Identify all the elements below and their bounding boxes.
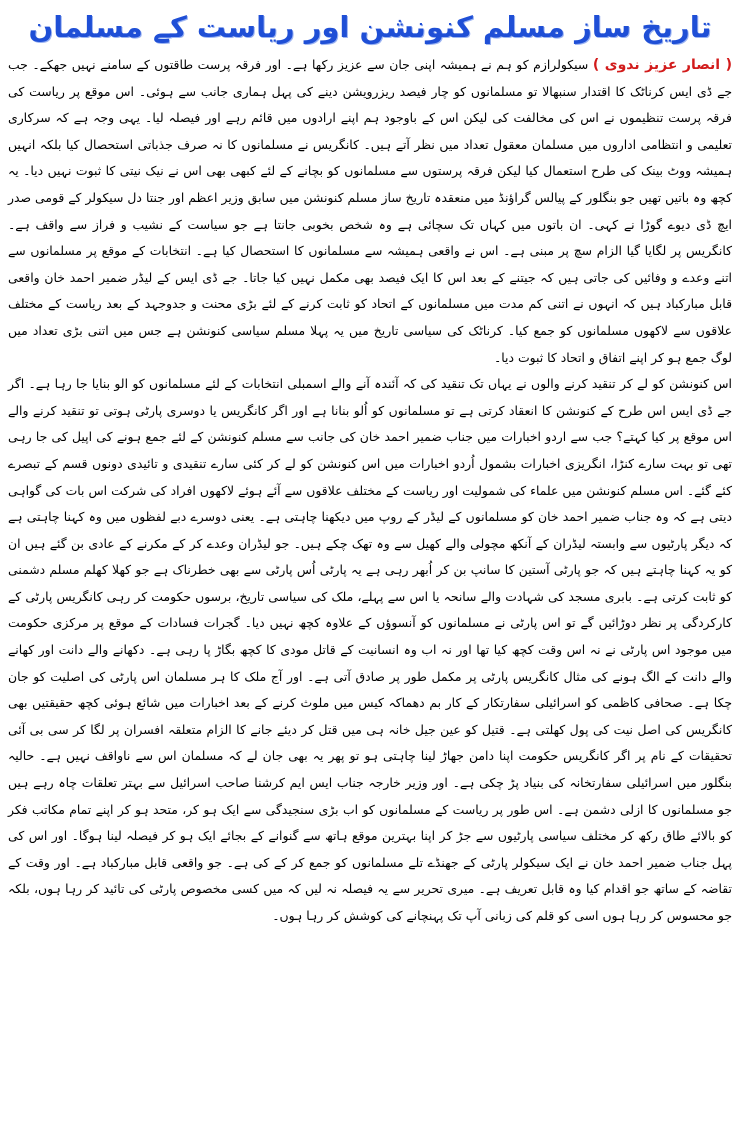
- author-name: ( انصار عزیز ندوی ): [592, 57, 732, 73]
- article-main-paragraph: اس کنونشن کو لے کر تنقید کرنے والوں نے یہاں تک تنقید کی کہ آئندہ آنے والے اسمبلی انتخابات کے لئے مسلمانوں کو الو بنایا جا رہا ہے۔ اگر جے ڈی ایس اس طرح کے کنونشن کا انعقاد کرتی ہے تو مسلمانوں کو اُلو بنانا ہے اور اگر کانگریس یا دوسری پارٹی ہوتی تو تنقید کرنے والے اس موقع پر کیا کہتے؟ جب سے اردو اخبارات میں جناب ضمیر احمد خان کی جانب سے مسلم کنونشن کے لئے جمع ہونے کی اپیل کی جا رہی تھی تو بہت سارے کنڑا، انگریزی اخبارات بشمول اُردو اخبارات میں اس کنونشن کو لے کر کئی سارے تنقیدی و تائیدی دونوں قسم کے تبصرے کئے گئے۔ اس مسلم کنونشن میں علماء کی شمولیت اور ریاست کے مختلف علاقوں سے آئے ہوئے لاکھوں افراد کی شرکت اس بات کی گواہی دیتی ہے کہ وہ جناب ضمیر احمد خان کو مسلمانوں کے لیڈر کے روپ میں دیکھنا چاہتی ہے۔ یعنی دوسرے دبے لفظوں میں وہ کہنا چاہتی ہے کہ دیگر پارٹیوں سے وابستہ لیڈران کے آنکھ مچولی والے کھیل سے وہ تھک چکے ہیں۔ جو لیڈران وعدے کر کے مکرنے کے عادی بن گئے ہیں ان کو یہ کہنا چاہتے ہیں کہ جو پارٹی آستین کا سانپ بن کر اُبھر رہی ہے یہ پارٹی اُس پارٹی سے بھی خطرناک ہے جو کھلا کھلم مسلم دشمنی کو ثابت کرتی ہے۔ بابری مسجد کی شہادت والے سانحہ یا اس سے پہلے، ملک کی سیاسی تاریخ، برسوں حکومت کر رہی کانگریس پارٹی کے کارکردگی پر نظر دوڑائیں گے تو اس پارٹی نے مسلمانوں کو آنسوؤں کے علاوہ کچھ نہیں دیا۔ گجرات فسادات کے موقع پر مرکزی حکومت میں موجود اس پارٹی نے نہ اس وقت کچھ کیا تھا اور نہ اب وہ انسانیت کے قاتل مودی کا کچھ بگاڑ پا رہی ہے۔ دکھانے والے دانت اور کھانے والے دانت کے الگ ہونے کی مثال کانگریس پارٹی پر مکمل طور پر صادق آتی ہے۔ اور آج ملک کا ہر مسلمان اس پارٹی کی اصلیت کو جان چکا ہے۔ صحافی کاظمی کو اسرائیلی سفارتکار کے کار بم دھماکہ کیس میں ملوث کرنے کے بعد اخبارات میں شائع ہوئی کچھ حقیقتیں بھی کانگریس کی اصل نیت کی پول کھلتی ہے۔ قتیل کو عین جیل خانہ ہی میں قتل کر دیئے جانے کا الزام متعلقہ افسران پر لگا کر سی بی آئی تحقیقات کے نام پر اگر کانگریس حکومت اپنا دامن جھاڑ لینا چاہتی ہو تو پھر یہ بھی جان لے کہ مسلمان اس سے ناواقف نہیں ہے۔ حالیہ بنگلور میں اسرائیلی سفارتخانہ کی بنیاد پڑ چکی ہے۔ اور وزیر خارجہ جناب ایس ایم کرشنا صاحب اسرائیل سے بہتر تعلقات چاہ رہے ہیں جو مسلمانوں کا ازلی دشمن ہے۔ اس طور پر ریاست کے مسلمانوں کو اب بڑی سنجیدگی سے ایک ہو کر، متحد ہو کر اپنے تمام مکاتب فکر کو بالائے طاق رکھ کر مختلف سیاسی پارٹیوں سے جڑ کر اپنا بہترین موقع ہاتھ سے گنوانے کے بجائے ایک ہو کر فیصلہ لینا ہوگا۔ اور اس کی پہل جناب ضمیر احمد خان نے ایک سیکولر پارٹی کے جھنڈے تلے مسلمانوں کو جمع کر کے کی ہے۔ جو واقعی قابل مبارکباد ہے۔ اور وقت کے تقاضہ کے ساتھ جو اقدام کیا وہ قابل تعریف ہے۔ میری تحریر سے یہ فیصلہ نہ لیں کہ میں کسی مخصوص پارٹی کی تائید کر رہا ہوں، بلکہ جو محسوس کر رہا ہوں اسی کو قلم کی زبانی آپ تک پہنچانے کی کوشش کر رہا ہوں۔: [8, 376, 732, 923]
- article-headline: تاریخ ساز مسلم کنونشن اور ریاست کے مسلمان: [28, 10, 712, 44]
- intro-text: سیکولرازم کو ہم نے ہمیشہ اپنی جان سے عزیز رکھا ہے۔ اور فرقہ پرست طاقتوں کے سامنے نہیں جھکے۔ جب جے ڈی ایس کرناٹک کا اقتدار سنبھالا تو مسلمانوں کو چار فیصد ریزرویشن دینے کی پہل ہماری جانب سے ہوئی۔ اس موقع پر ریاست کی فرقہ پرست تنظیموں نے اس کی مخالفت کی لیکن اس کے باوجود ہم اپنے ارادوں میں قائم رہے اور فیصلہ لیا۔ یہی وجہ ہے کہ سرکاری تعلیمی و انتظامی اداروں میں مسلمان معقول تعداد میں نظر آتے ہیں۔ کانگریس نے مسلمانوں کا نہ صرف جذباتی استحصال کیا بلکہ انہیں ہمیشہ ووٹ بینک کی طرح استعمال کیا لیکن فرقہ پرستوں سے مسلمانوں کو بچانے کے لئے کبھی بھی اس نے نیک نیتی کا ثبوت نہیں دیا۔ یہ کچھ وہ باتیں تھیں جو بنگلور کے پیالس گراؤنڈ میں منعقدہ تاریخ ساز مسلم کنونشن میں سابق وزیر اعظم اور جنتا دل سیکولر کے قومی صدر ایچ ڈی دیوے گوڑا نے کہی۔ ان باتوں میں کہاں تک سچائی ہے وہ شخص بخوبی جانتا ہے جو سیاست کے نشیب و فراز سے واقف ہے۔ کانگریس پر لگایا گیا الزام سچ پر مبنی ہے۔ اس نے واقعی ہمیشہ سے مسلمانوں کا استحصال کیا ہے۔ انتخابات کے موقع پر مسلمانوں سے اتنے وعدے و وفائیں کی جاتی ہیں کہ جیتنے کے بعد اس کا ایک فیصد بھی مکمل نہیں کیا جاتا۔ جے ڈی ایس کے لیڈر ضمیر احمد خان واقعی قابل مبارکباد ہیں کہ انہوں نے اتنی کم مدت میں مسلمانوں کے اتحاد کو ثابت کرنے کے لئے بڑی محنت و جدوجہد کے بعد ریاست کے مختلف علاقوں سے لاکھوں مسلمانوں کو جمع کیا۔ کرناٹک کی سیاسی تاریخ میں یہ پہلا مسلم سیاسی کنونشن ہے جس میں اتنی بڑی تعداد میں لوگ جمع ہو کر اپنے اتفاق و اتحاد کا ثبوت دیا۔: [8, 57, 732, 365]
- article-body: [8, 52, 732, 930]
- article-intro-paragraph: [8, 52, 732, 371]
